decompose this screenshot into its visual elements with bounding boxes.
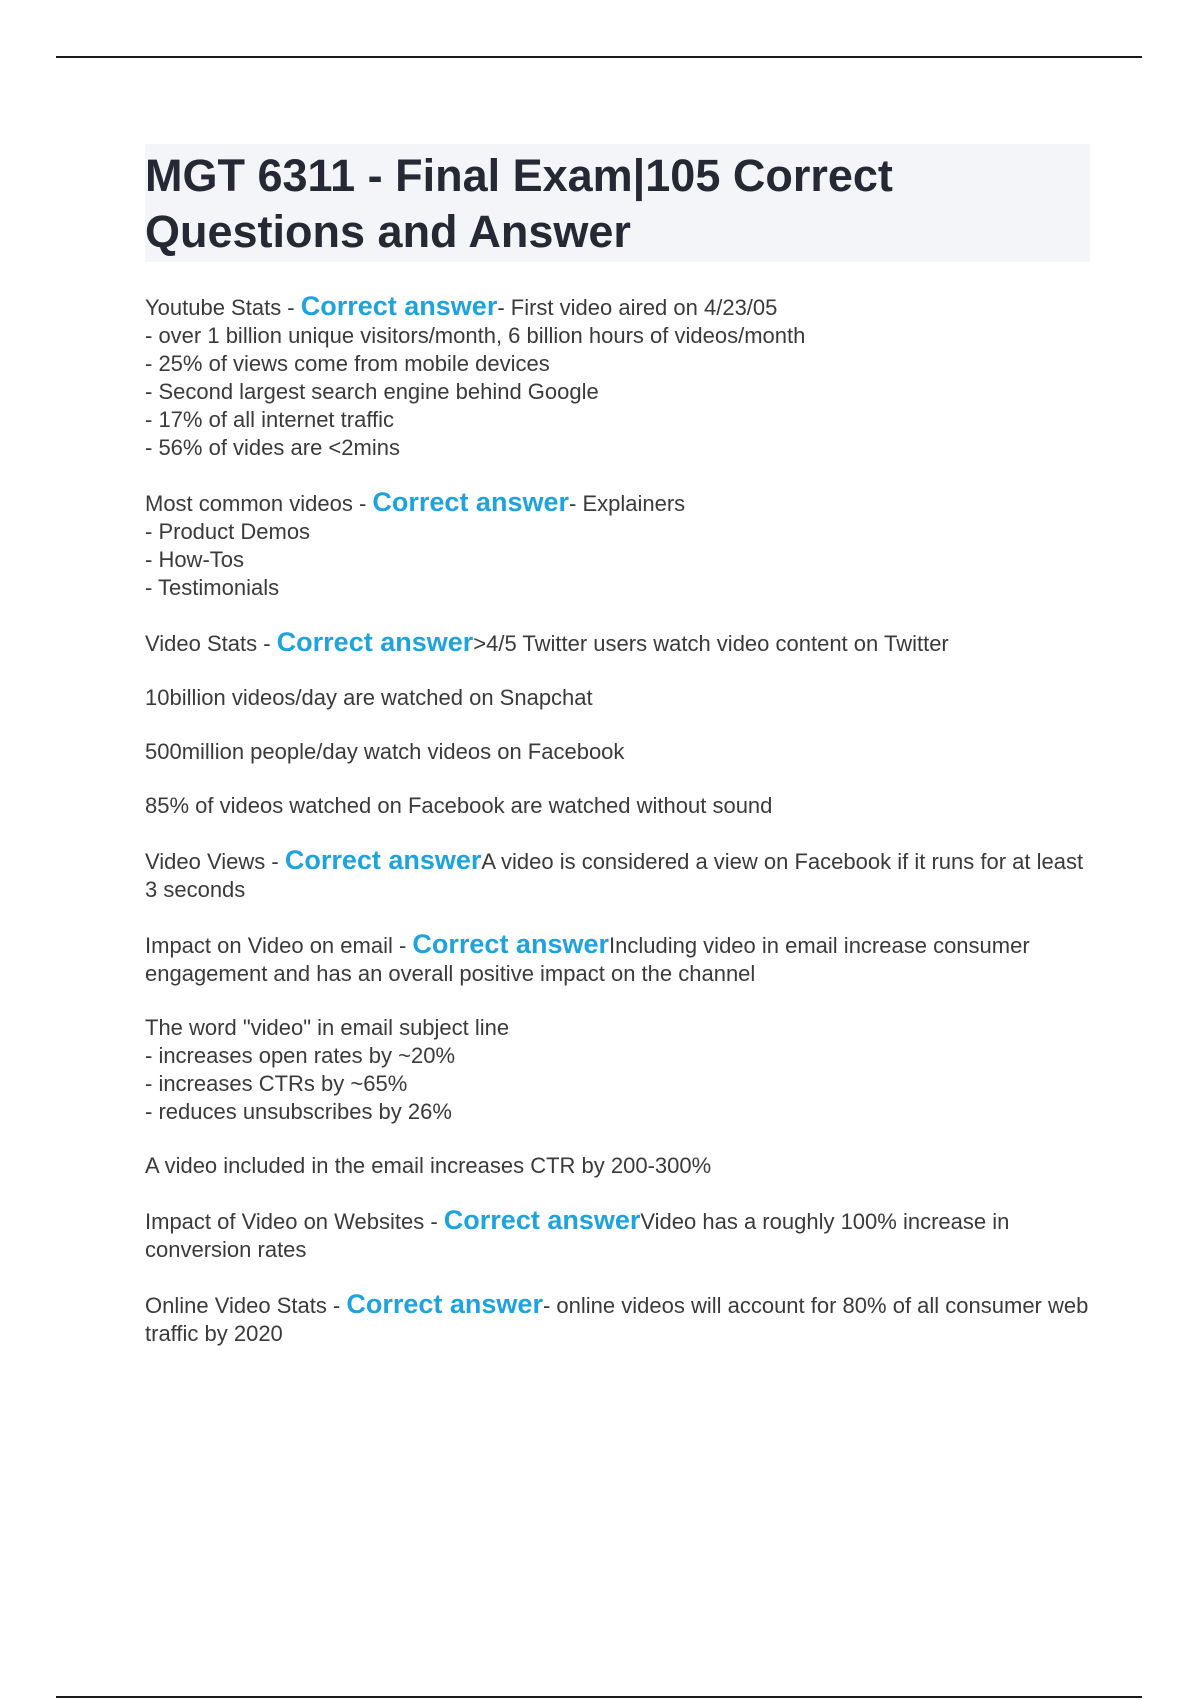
answer-line: - How-Tos [145, 547, 245, 572]
header-rule [56, 56, 1142, 58]
question: Impact of Video on Websites - [145, 1209, 444, 1234]
answer: Video has a roughly 100% increase in conversion rates [145, 1209, 1010, 1262]
correct-answer-label: Correct answer [372, 487, 569, 517]
answer-line: - over 1 billion unique visitors/month, 6 billion hours of videos/month [145, 323, 806, 348]
answer: A video is considered a view on Facebook if it runs for at least 3 seconds [145, 849, 1084, 902]
correct-answer-label: Correct answer [276, 627, 474, 657]
correct-answer-label: Correct answer [443, 1205, 641, 1235]
answer-line: - Product Demos [145, 519, 311, 544]
answer-line: - increases open rates by ~20% [145, 1043, 456, 1068]
answer: Including video in email increase consumer engagement and has an overall positive impact on the channel [145, 933, 1030, 986]
title-box [145, 144, 1090, 262]
answer: >4/5 Twitter users watch video content on Twitter [473, 631, 949, 656]
answer-line: - Testimonials [145, 575, 280, 600]
answer-line: - 17% of all internet traffic [145, 407, 395, 432]
qa-item [145, 292, 1090, 462]
qa-item [145, 1290, 1090, 1348]
answer-paragraph: 500million people/day watch videos on Facebook [145, 739, 625, 764]
answer: - Explainers [569, 491, 686, 516]
answer-paragraph: 85% of videos watched on Facebook are watched without sound [145, 793, 773, 818]
answer-line: - 25% of views come from mobile devices [145, 351, 550, 376]
correct-answer-label: Correct answer [412, 929, 609, 959]
question: Online Video Stats - [145, 1293, 347, 1318]
qa-item [145, 1206, 1090, 1264]
answer: - online videos will account for 80% of all consumer web traffic by 2020 [145, 1293, 1089, 1346]
qa-item [145, 930, 1090, 988]
document-body [145, 144, 1090, 1348]
qa-item [145, 488, 1090, 602]
answer-paragraph [145, 1014, 1090, 1126]
footer-rule [56, 1696, 1142, 1698]
correct-answer-label: Correct answer [300, 291, 498, 321]
answer-line: - reduces unsubscribes by 26% [145, 1099, 452, 1124]
correct-answer-label: Correct answer [346, 1289, 543, 1319]
question: Video Views - [145, 849, 285, 874]
answer-line: The word "video" in email subject line [145, 1015, 510, 1040]
question: Video Stats - [145, 631, 277, 656]
answer: - First video aired on 4/23/05 [497, 295, 778, 320]
correct-answer-label: Correct answer [284, 845, 482, 875]
answer-line: - increases CTRs by ~65% [145, 1071, 408, 1096]
answer-paragraph: 10billion videos/day are watched on Snapchat [145, 685, 593, 710]
answer-line: - 56% of vides are <2mins [145, 435, 400, 460]
answer-paragraph: A video included in the email increases CTR by 200-300% [145, 1153, 712, 1178]
question: Youtube Stats - [145, 295, 301, 320]
question: Most common videos - [145, 491, 373, 516]
page-title: MGT 6311 - Final Exam|105 Correct Questions and Answer [145, 150, 893, 257]
qa-item [145, 846, 1090, 904]
qa-item [145, 628, 1090, 658]
answer-line: - Second largest search engine behind Google [145, 379, 599, 404]
question: Impact on Video on email - [145, 933, 413, 958]
